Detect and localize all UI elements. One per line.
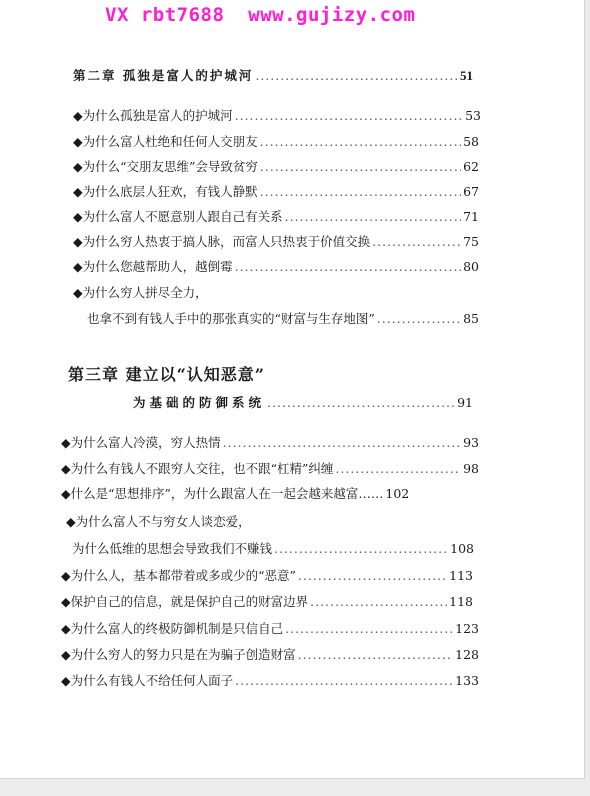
- toc-entry-title: ◆什么是“思想排序”，为什么跟富人在一起会越来越富……: [61, 486, 384, 501]
- toc-entry-title: ◆保护自己的信息，就是保护自己的财富边界: [61, 594, 309, 609]
- chapter3-heading: [133, 395, 473, 411]
- toc-entry-page: 58: [463, 134, 479, 149]
- toc-entry-page: 128: [455, 647, 479, 662]
- chapter3-subtitle: 为基础的防御系统: [133, 395, 266, 410]
- toc-entry-title: 也拿不到有钱人手中的那张真实的“财富与生存地图”: [87, 311, 375, 326]
- leader-dots: [310, 594, 447, 610]
- toc-entry-page: 102: [385, 486, 410, 501]
- toc-entry-page: 118: [449, 594, 473, 609]
- leader-dots: [255, 68, 458, 84]
- toc-entry-page: 67: [463, 184, 479, 199]
- leader-dots: [298, 568, 447, 584]
- leader-dots: [285, 209, 461, 225]
- toc-entry-page: 133: [455, 673, 479, 688]
- toc-entry-page: 62: [463, 159, 479, 174]
- toc-entry-title: ◆为什么有钱人不给任何人面子: [61, 673, 234, 688]
- toc-entry[interactable]: [73, 184, 479, 200]
- watermark: VX rbt7688 www.gujizy.com: [105, 4, 416, 26]
- toc-entry-title: ◆为什么有钱人不跟穷人交往，也不跟“杠精”纠缠: [61, 461, 334, 476]
- toc-entry-title: ◆为什么孤独是富人的护城河: [73, 108, 233, 123]
- chapter2-title: 第二章 孤独是富人的护城河: [73, 68, 254, 83]
- toc-entry-page: 71: [463, 209, 479, 224]
- chapter3-title: 第三章 建立以“认知恶意”: [68, 365, 265, 384]
- chapter2-page: 51: [460, 68, 473, 83]
- toc-entry-page: 85: [463, 311, 479, 326]
- toc-entry-line1[interactable]: ◆为什么富人不与穷女人谈恋爱，: [66, 514, 251, 529]
- leader-dots: [372, 234, 461, 250]
- toc-entry-page: 108: [450, 541, 474, 556]
- leader-dots: [377, 311, 461, 327]
- leader-dots: [235, 108, 463, 124]
- toc-entry-title: ◆为什么“交朋友思维”会导致贫穷: [73, 159, 258, 174]
- toc-entry[interactable]: [73, 234, 479, 250]
- toc-entry-page: 93: [463, 435, 479, 450]
- toc-entry-title: ◆为什么穷人热衷于搞人脉，而富人只热衷于价值交换: [73, 234, 371, 249]
- toc-entry-page: 113: [449, 568, 473, 583]
- toc-entry-title: ◆为什么穷人的努力只是在为骗子创造财富: [61, 647, 296, 662]
- toc-entry-title: ◆为什么富人的终极防御机制是只信自己: [61, 621, 284, 636]
- toc-entry-page: 98: [463, 461, 479, 476]
- toc-entry-page: 53: [465, 108, 481, 123]
- leader-dots: [235, 259, 461, 275]
- toc-entry[interactable]: [61, 673, 479, 689]
- toc-entry-page: 75: [463, 234, 479, 249]
- toc-entry[interactable]: [87, 311, 479, 327]
- toc-entry-title: ◆为什么富人杜绝和任何人交朋友: [73, 134, 258, 149]
- toc-entry-line1[interactable]: ◆为什么穷人拼尽全力，: [73, 285, 208, 300]
- leader-dots: [235, 673, 453, 689]
- toc-entry-title: ◆为什么富人不愿意别人跟自己有关系: [73, 209, 283, 224]
- toc-entry[interactable]: [61, 647, 479, 663]
- toc-entry-title: 为什么低维的思想会导致我们不赚钱: [72, 541, 273, 556]
- toc-entry[interactable]: [61, 486, 475, 502]
- chapter2-heading: [73, 68, 473, 84]
- leader-dots: [285, 621, 453, 637]
- leader-dots: [260, 184, 461, 200]
- toc-entry-title: ◆为什么人，基本都带着或多或少的“恶意”: [61, 568, 296, 583]
- toc-entry[interactable]: [61, 594, 473, 610]
- toc-entry[interactable]: [72, 541, 474, 557]
- toc-entry-page: 123: [455, 621, 479, 636]
- toc-entry[interactable]: [73, 209, 479, 225]
- toc-entry[interactable]: [73, 108, 481, 124]
- leader-dots: [274, 541, 448, 557]
- leader-dots: [260, 159, 461, 175]
- toc-entry[interactable]: [73, 259, 479, 275]
- leader-dots: [260, 134, 461, 150]
- toc-entry-title: ◆为什么您越帮助人，越倒霉: [73, 259, 233, 274]
- leader-dots: [223, 435, 461, 451]
- toc-entry[interactable]: [61, 621, 479, 637]
- leader-dots: [298, 647, 454, 663]
- toc-entry-title: ◆为什么富人冷漠，穷人热情: [61, 435, 221, 450]
- chapter3-page: 91: [457, 395, 473, 410]
- leader-dots: [267, 395, 455, 411]
- toc-entry[interactable]: [61, 435, 479, 451]
- leader-dots: [335, 461, 461, 477]
- toc-entry[interactable]: [73, 134, 479, 150]
- toc-entry[interactable]: [61, 461, 479, 477]
- toc-entry-page: 80: [463, 259, 479, 274]
- toc-entry-title: ◆为什么底层人狂欢，有钱人静默: [73, 184, 258, 199]
- toc-entry[interactable]: [73, 159, 479, 175]
- toc-entry[interactable]: [61, 568, 473, 584]
